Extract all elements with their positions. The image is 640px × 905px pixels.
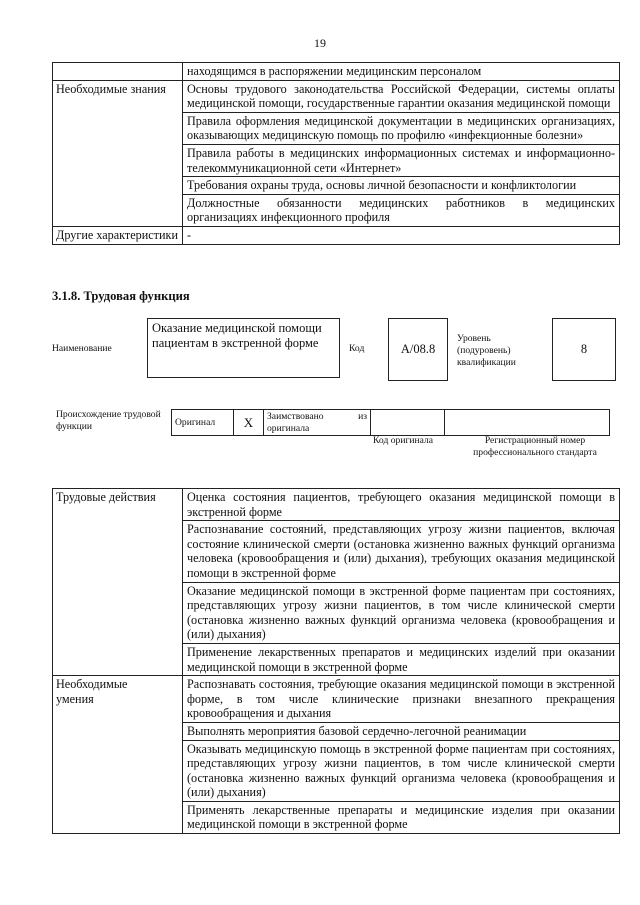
name-label: Наименование (52, 343, 112, 354)
level-label: Уровень (подуровень) квалификации (457, 333, 516, 368)
knowledge-item: Правила оформления медицинской документации в медицинских организациях, оказывающих медицинскую помощь по профилю «инфекционные болезни» (183, 112, 620, 144)
code-label: Код (349, 343, 365, 354)
skill-item: Выполнять мероприятия базовой сердечно-легочной реанимации (183, 722, 620, 740)
other-label: Другие характеристики (53, 226, 183, 244)
code-caption: Код оригинала (373, 435, 434, 446)
reg-number-cell (445, 410, 610, 436)
action-item: Распознавание состояний, представляющих угрозу жизни пациентов, включая состояние клинической смерти (остановка жизненно важных функций организма человека (кровообращения и (или) дыхания), требующих оказания медицинской помощи в экстренной форме (183, 521, 620, 582)
knowledge-item: Основы трудового законодательства Российской Федерации, системы оплаты медицинской помощи, государственные гарантии оказания медицинской помощи (183, 80, 620, 112)
origin-label: Происхождение трудовой функции (56, 409, 161, 432)
action-item: Оказание медицинской помощи в экстренной форме пациентам при состояниях, представляющих угрозу жизни пациентов, в том числе клинической смерти (остановка жизненно важных функций организма человека (кровообращения и (или) дыхания) (183, 582, 620, 643)
skill-item: Распознавать состояния, требующие оказания медицинской помощи в экстренной форме, в том числе клинические признаки внезапного прекращения кровообращения и дыхания (183, 676, 620, 723)
section-title: 3.1.8. Трудовая функция (52, 289, 190, 303)
borrowed-label: Заимствовано из оригинала (264, 410, 371, 436)
action-item: Оценка состояния пациентов, требующего оказания медицинской помощи в экстренной форме (183, 489, 620, 521)
knowledge-table (52, 62, 620, 245)
name-value-box (147, 318, 340, 378)
knowledge-label: Необходимые знания (53, 80, 183, 226)
skills-label-text: Необходимые умения (56, 677, 128, 706)
reg-caption: Регистрационный номер профессионального стандарта (473, 435, 597, 458)
level-value: 8 (580, 342, 588, 357)
skills-label (53, 676, 183, 834)
knowledge-item: Правила работы в медицинских информационных системах и информационно-телекоммуникационной сети «Интернет» (183, 144, 620, 176)
knowledge-item: Требования охраны труда, основы личной безопасности и конфликтологии (183, 177, 620, 195)
original-label: Оригинал (172, 410, 234, 436)
other-value: - (183, 226, 620, 244)
table-row (53, 676, 620, 723)
action-item: Применение лекарственных препаратов и медицинских изделий при оказании медицинской помощи в экстренной форме (183, 643, 620, 675)
code-value: А/08.8 (400, 342, 436, 357)
code-value-box (388, 318, 448, 381)
table-row (53, 489, 620, 521)
knowledge-item: Должностные обязанности медицинских работников в медицинских организациях инфекционного профиля (183, 194, 620, 226)
page-number: 19 (314, 36, 326, 50)
name-value: Оказание медицинской помощи пациентам в экстренной форме (152, 321, 322, 350)
table-row (53, 226, 620, 244)
skill-item: Оказывать медицинскую помощь в экстренной форме пациентам при состояниях, представляющих угрозу жизни пациентов, в том числе клинической смерти (остановка жизненно важных функций организма человека (кровообращения и (или) дыхания) (183, 740, 620, 801)
table-row (53, 63, 620, 81)
actions-table (52, 488, 620, 834)
level-value-box (552, 318, 616, 381)
actions-label: Трудовые действия (53, 489, 183, 676)
continued-text: находящимся в распоряжении медицинским персоналом (183, 63, 620, 81)
origin-table (171, 409, 610, 436)
original-code-cell (371, 410, 445, 436)
table-row (53, 80, 620, 112)
skill-item: Применять лекарственные препараты и медицинские изделия при оказании медицинской помощи в экстренной форме (183, 801, 620, 833)
original-mark: X (234, 410, 264, 436)
